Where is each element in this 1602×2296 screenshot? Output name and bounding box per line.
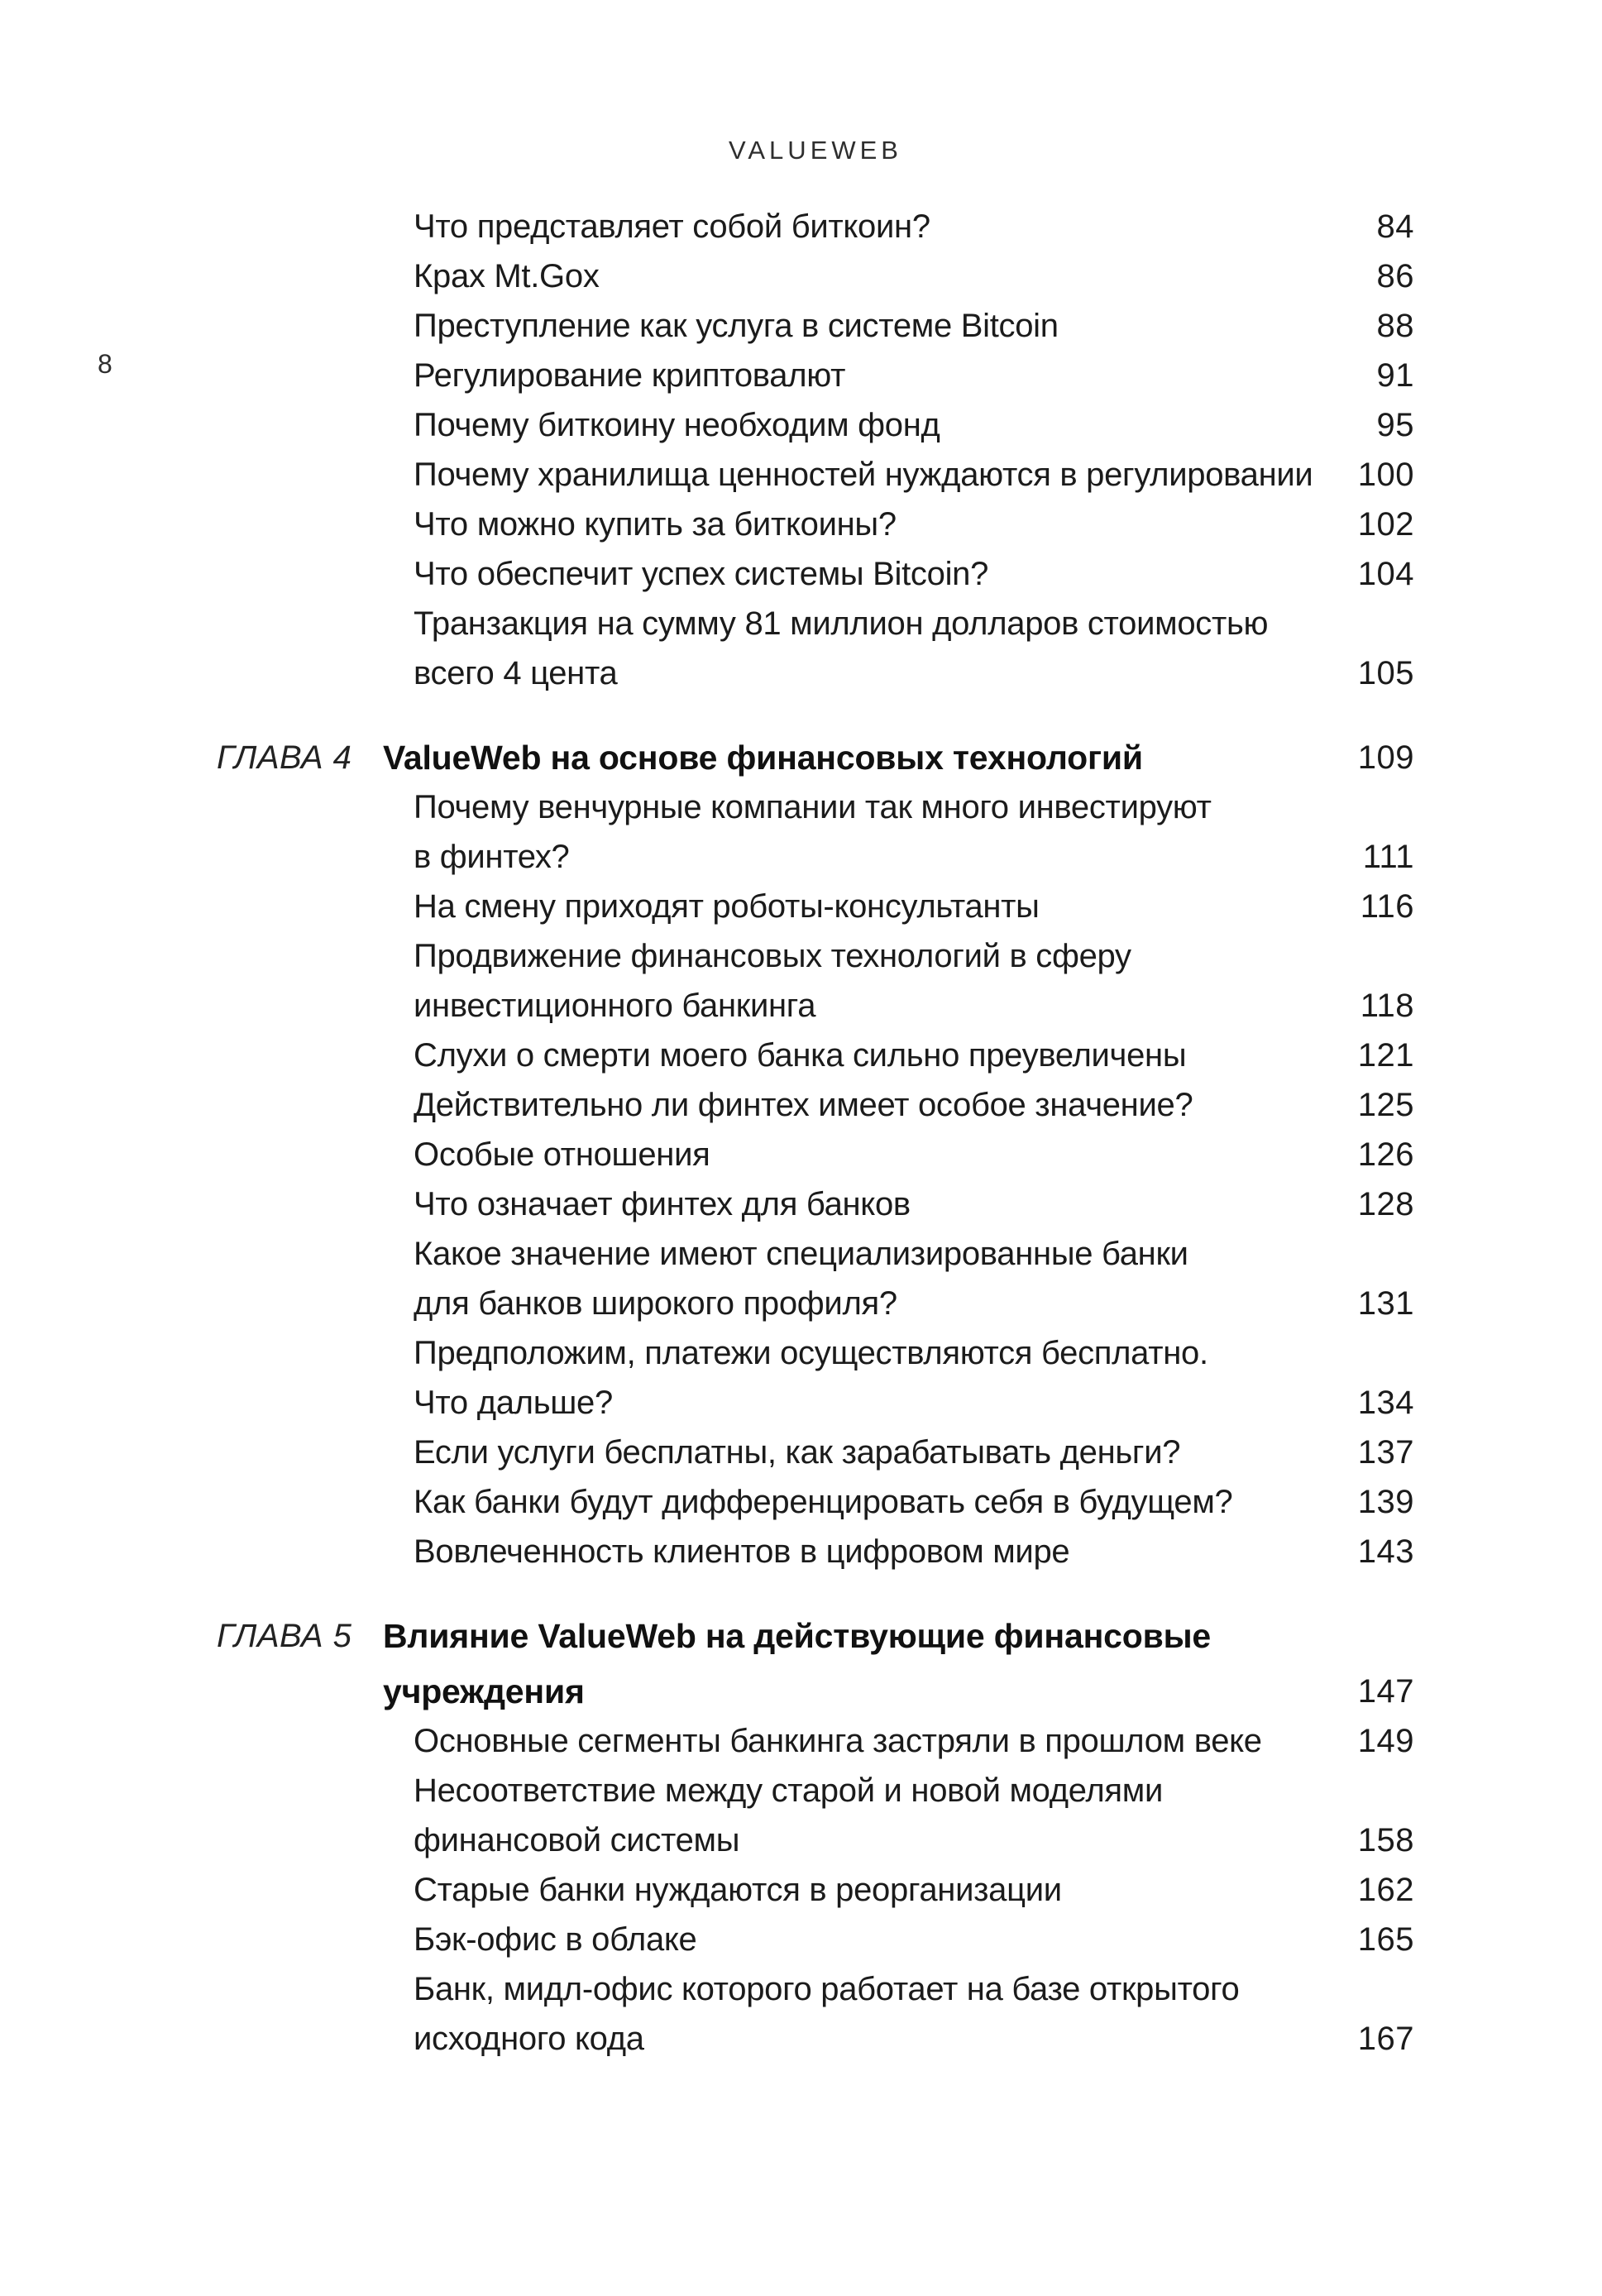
toc-row bbox=[0, 1766, 1602, 1815]
toc-page-number: 165 bbox=[1357, 1921, 1414, 1958]
toc-page-number: 109 bbox=[1357, 739, 1414, 776]
toc-row bbox=[0, 202, 1602, 251]
toc-page-number: 131 bbox=[1357, 1285, 1414, 1322]
toc-entry-text: Что можно купить за биткоины? bbox=[414, 506, 897, 543]
toc-entry-text: Преступление как услуга в системе Bitcoin bbox=[414, 308, 1059, 344]
toc-row bbox=[0, 1080, 1602, 1130]
toc-row bbox=[0, 549, 1602, 599]
toc-page-number: 91 bbox=[1376, 357, 1414, 394]
chapter-label: ГЛАВА 5 bbox=[217, 1618, 352, 1654]
toc-page-number: 147 bbox=[1357, 1673, 1414, 1710]
toc-entry-text: Особые отношения bbox=[414, 1136, 710, 1173]
toc-row bbox=[0, 351, 1602, 400]
toc-row bbox=[0, 400, 1602, 450]
toc-row bbox=[0, 1130, 1602, 1179]
toc-entry-text: финансовой системы bbox=[414, 1822, 740, 1858]
toc-page-number: 121 bbox=[1357, 1037, 1414, 1074]
toc-entry-text: Транзакция на сумму 81 миллион долларов стоимостью bbox=[414, 605, 1269, 642]
toc-entry-text: Предположим, платежи осуществляются бесплатно. bbox=[414, 1335, 1208, 1371]
toc-row bbox=[0, 882, 1602, 931]
toc-entry-text: инвестиционного банкинга bbox=[414, 988, 816, 1024]
toc-entry-text: Влияние ValueWeb на действующие финансовые bbox=[383, 1617, 1212, 1655]
toc-entry-text: Банк, мидл-офис которого работает на базе открытого bbox=[414, 1971, 1240, 2007]
running-head-title: VALUEWEB bbox=[729, 136, 902, 165]
toc-chapter-row bbox=[0, 733, 1602, 782]
toc-row bbox=[0, 648, 1602, 698]
toc-row bbox=[0, 1915, 1602, 1964]
toc-row bbox=[0, 1378, 1602, 1428]
toc-entry-text: всего 4 цента bbox=[414, 655, 618, 691]
toc-entry-text: Вовлеченность клиентов в цифровом мире bbox=[414, 1533, 1070, 1570]
toc-page-number: 158 bbox=[1357, 1822, 1414, 1858]
toc-entry-text: Почему биткоину необходим фонд bbox=[414, 407, 940, 443]
toc-row bbox=[0, 1716, 1602, 1766]
chapter-label: ГЛАВА 4 bbox=[217, 739, 352, 776]
toc-entry-text: исходного кода bbox=[414, 2021, 644, 2057]
toc-row bbox=[0, 1964, 1602, 2014]
toc-row bbox=[0, 931, 1602, 981]
toc-entry-text: Бэк-офис в облаке bbox=[414, 1921, 697, 1958]
toc-row bbox=[0, 1815, 1602, 1865]
toc-page-number: 116 bbox=[1360, 888, 1414, 925]
toc-entry-text: На смену приходят роботы-консультанты bbox=[414, 888, 1040, 925]
toc-page-number: 162 bbox=[1357, 1872, 1414, 1908]
toc-row bbox=[0, 1279, 1602, 1328]
toc-page-number: 139 bbox=[1357, 1484, 1414, 1520]
toc-page-number: 105 bbox=[1357, 655, 1414, 691]
toc-page-number: 95 bbox=[1376, 407, 1414, 443]
toc-entry-text: Старые банки нуждаются в реорганизации bbox=[414, 1872, 1062, 1908]
toc-page-number: 111 bbox=[1362, 839, 1414, 875]
toc-page-number: 125 bbox=[1357, 1087, 1414, 1123]
toc-page-number: 118 bbox=[1360, 988, 1414, 1024]
toc-row bbox=[0, 832, 1602, 882]
toc-row bbox=[0, 450, 1602, 500]
toc-row bbox=[0, 1179, 1602, 1229]
toc-row bbox=[0, 251, 1602, 301]
toc-entry-text: учреждения bbox=[383, 1672, 585, 1710]
toc-page-number: 126 bbox=[1357, 1136, 1414, 1173]
toc-row bbox=[0, 981, 1602, 1031]
toc-entry-text: Крах Mt.Gox bbox=[414, 258, 600, 294]
toc-row bbox=[0, 1328, 1602, 1378]
toc-entry-text: Как банки будут дифференцировать себя в будущем? bbox=[414, 1484, 1233, 1520]
toc-page-number: 143 bbox=[1357, 1533, 1414, 1570]
toc-entry-text: Несоответствие между старой и новой моделями bbox=[414, 1772, 1164, 1809]
toc-row bbox=[0, 782, 1602, 832]
toc-row bbox=[0, 1527, 1602, 1576]
toc-entry-text: для банков широкого профиля? bbox=[414, 1285, 897, 1322]
toc-entry-text: Почему хранилища ценностей нуждаются в регулировании bbox=[414, 457, 1313, 493]
toc-row bbox=[0, 2014, 1602, 2064]
toc-entry-text: в финтех? bbox=[414, 839, 570, 875]
toc-entry-text: Что представляет собой биткоин? bbox=[414, 208, 930, 245]
toc-entry-text: Что дальше? bbox=[414, 1385, 613, 1421]
toc-page-number: 167 bbox=[1357, 2021, 1414, 2057]
toc-row bbox=[0, 1229, 1602, 1279]
toc-chapter-row bbox=[0, 1611, 1602, 1661]
toc-page-number: 100 bbox=[1357, 457, 1414, 493]
toc-row bbox=[0, 1031, 1602, 1080]
toc-entry-text: Продвижение финансовых технологий в сферу bbox=[414, 938, 1131, 974]
toc-page-number: 86 bbox=[1376, 258, 1414, 294]
toc-page-number: 128 bbox=[1357, 1186, 1414, 1222]
toc-row bbox=[0, 1477, 1602, 1527]
toc-row bbox=[0, 301, 1602, 351]
toc-row bbox=[0, 1865, 1602, 1915]
toc-page-number: 88 bbox=[1376, 308, 1414, 344]
toc-row bbox=[0, 500, 1602, 549]
toc-page-number: 149 bbox=[1357, 1723, 1414, 1759]
toc-entry-text: Почему венчурные компании так много инвестируют bbox=[414, 789, 1212, 825]
toc-entry-text: Что означает финтех для банков bbox=[414, 1186, 911, 1222]
toc-page-number: 104 bbox=[1357, 556, 1414, 592]
toc-entry-text: Основные сегменты банкинга застряли в прошлом веке bbox=[414, 1723, 1262, 1759]
toc-entry-text: Если услуги бесплатны, как зарабатывать деньги? bbox=[414, 1434, 1181, 1471]
toc-page-number: 102 bbox=[1357, 506, 1414, 543]
page-number: 8 bbox=[98, 349, 112, 379]
toc-entry-text: ValueWeb на основе финансовых технологий bbox=[383, 739, 1143, 777]
toc-entry-text: Слухи о смерти моего банка сильно преувеличены bbox=[414, 1037, 1187, 1074]
toc-row bbox=[0, 1667, 1602, 1716]
toc-entry-text: Что обеспечит успех системы Bitcoin? bbox=[414, 556, 989, 592]
toc-entry-text: Какое значение имеют специализированные банки bbox=[414, 1236, 1188, 1272]
toc-entry-text: Регулирование криптовалют bbox=[414, 357, 846, 394]
toc-row bbox=[0, 599, 1602, 648]
toc-page-number: 134 bbox=[1357, 1385, 1414, 1421]
toc-page-number: 84 bbox=[1376, 208, 1414, 245]
toc-page-number: 137 bbox=[1357, 1434, 1414, 1471]
toc-row bbox=[0, 1428, 1602, 1477]
toc-entry-text: Действительно ли финтех имеет особое значение? bbox=[414, 1087, 1193, 1123]
